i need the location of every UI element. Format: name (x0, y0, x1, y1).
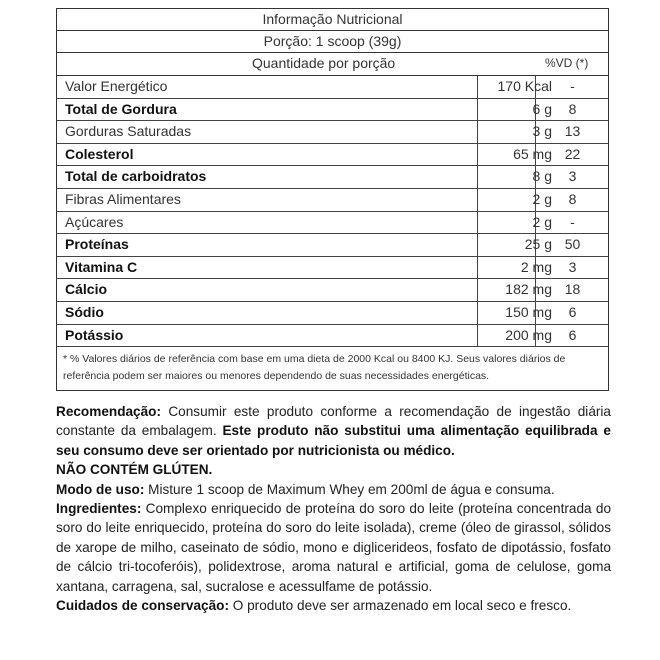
gluten-notice: NÃO CONTÉM GLÚTEN. (56, 462, 213, 478)
nutrient-row (57, 121, 608, 144)
nutrient-name: Sódio (65, 303, 104, 320)
nutrient-name: Vitamina C (65, 258, 138, 275)
nutrient-name: Total de carboidratos (65, 168, 207, 185)
recommendation-label: Recomendação: (56, 404, 162, 419)
storage-label: Cuidados de conservação: (56, 598, 229, 614)
nutrient-amount: 2 g (532, 190, 552, 207)
nutrient-name: Fibras Alimentares (65, 190, 181, 207)
nutrient-vd: 13 (564, 123, 581, 140)
column-divider (477, 121, 478, 143)
column-divider (477, 234, 478, 256)
quantity-label: Quantidade por porção (252, 55, 396, 71)
nutrient-row (57, 76, 608, 99)
ingredients-label: Ingredientes: (56, 501, 142, 517)
nutrient-row (57, 189, 608, 212)
ingredients-paragraph (56, 499, 611, 596)
nutrient-amount: 200 mg (505, 326, 552, 343)
column-divider (477, 76, 478, 98)
nutrient-amount: 25 g (524, 236, 552, 253)
nutrient-vd: 22 (564, 145, 581, 162)
nutrient-name: Proteínas (65, 236, 129, 253)
nutrient-name: Açúcares (65, 213, 124, 230)
usage-text: Misture 1 scoop de Maximum Whey em 200ml de água e consuma. (144, 481, 555, 497)
nutrient-amount: 65 mg (513, 145, 552, 162)
nutrient-row (57, 212, 608, 235)
nutrient-vd: 3 (568, 258, 577, 275)
column-divider (477, 257, 478, 279)
nutrient-vd: 3 (568, 168, 577, 185)
storage-text: O produto deve ser armazenado em local seco e fresco. (229, 598, 572, 614)
usage-label: Modo de uso: (56, 481, 145, 497)
table-title: Informação Nutricional (57, 9, 608, 31)
nutrient-row (57, 99, 608, 122)
recommendation-text: Consumir este produto conforme a recomendação de ingestão diária constante da embalagem. (56, 404, 611, 439)
usage-paragraph (56, 480, 611, 499)
ingredients-text: Complexo enriquecido de proteína do soro do leite (proteína concentrada do soro do leite enriquecido, proteína do soro do leite isolada), creme (óleo de girassol, sólidos de xarope de milho, caseinato de sódio, mono e diglicerideos, fosfato de dipotássio, fosfato de cálcio tri-tocoferóis), polidextrose, aroma natural e artificial, goma de celulose, goma xantana, carragena, sal, sucralose e acessulfame de potássio. (56, 501, 611, 594)
nutrient-name: Total de Gordura (65, 100, 177, 117)
nutrient-vd: - (570, 213, 575, 230)
nutrient-vd: 6 (568, 303, 577, 320)
quantity-header (57, 53, 608, 76)
column-divider (477, 99, 478, 121)
portion-size: Porção: 1 scoop (39g) (57, 31, 608, 53)
nutrient-amount: 150 mg (505, 303, 552, 320)
nutrient-vd: - (570, 78, 575, 94)
nutrient-vd: 50 (564, 236, 581, 253)
label-text (56, 402, 611, 615)
nutrient-vd: 8 (568, 100, 577, 117)
nutrition-table (56, 8, 609, 391)
nutrient-row (57, 279, 608, 302)
nutrient-amount: 170 Kcal (497, 78, 552, 94)
nutrient-name: Colesterol (65, 145, 134, 162)
nutrient-row (57, 144, 608, 167)
nutrient-row (57, 234, 608, 257)
vd-label: %VD (*) (545, 56, 589, 70)
footnote: * % Valores diários de referência com base em uma dieta de 2000 Kcal ou 8400 KJ. Seus valores diários de referência podem ser maiores ou menores dependendo de suas necessidades energéticas. (63, 353, 566, 383)
nutrient-amount: 182 mg (505, 281, 552, 298)
nutrient-row (57, 166, 608, 189)
recommendation-paragraph (56, 402, 611, 460)
nutrient-amount: 2 g (532, 213, 552, 230)
nutrient-rows (57, 76, 608, 347)
column-divider (477, 279, 478, 301)
nutrient-vd: 6 (568, 326, 577, 343)
nutrient-name: Valor Energético (65, 78, 168, 94)
nutrient-vd: 18 (564, 281, 581, 298)
nutrient-name: Potássio (65, 326, 124, 343)
nutrient-name: Gorduras Saturadas (65, 123, 192, 140)
nutrient-row (57, 325, 608, 348)
nutrient-amount: 2 mg (520, 258, 552, 275)
recommendation-warning: Este produto não substitui uma alimentação equilibrada e seu consumo deve ser orientado por nutricionista ou médico. (56, 423, 611, 458)
nutrient-name: Cálcio (65, 281, 108, 298)
column-divider (477, 189, 478, 211)
nutrient-amount: 8 g (532, 168, 552, 185)
nutrient-amount: 6 g (532, 100, 552, 117)
column-divider (477, 212, 478, 234)
storage-paragraph (56, 596, 611, 615)
nutrient-row (57, 302, 608, 325)
column-divider (477, 325, 478, 347)
nutrient-row (57, 257, 608, 280)
nutrient-vd: 8 (568, 190, 577, 207)
column-divider (477, 166, 478, 188)
column-divider (477, 144, 478, 166)
column-divider (477, 302, 478, 324)
nutrient-amount: 3 g (532, 123, 552, 140)
